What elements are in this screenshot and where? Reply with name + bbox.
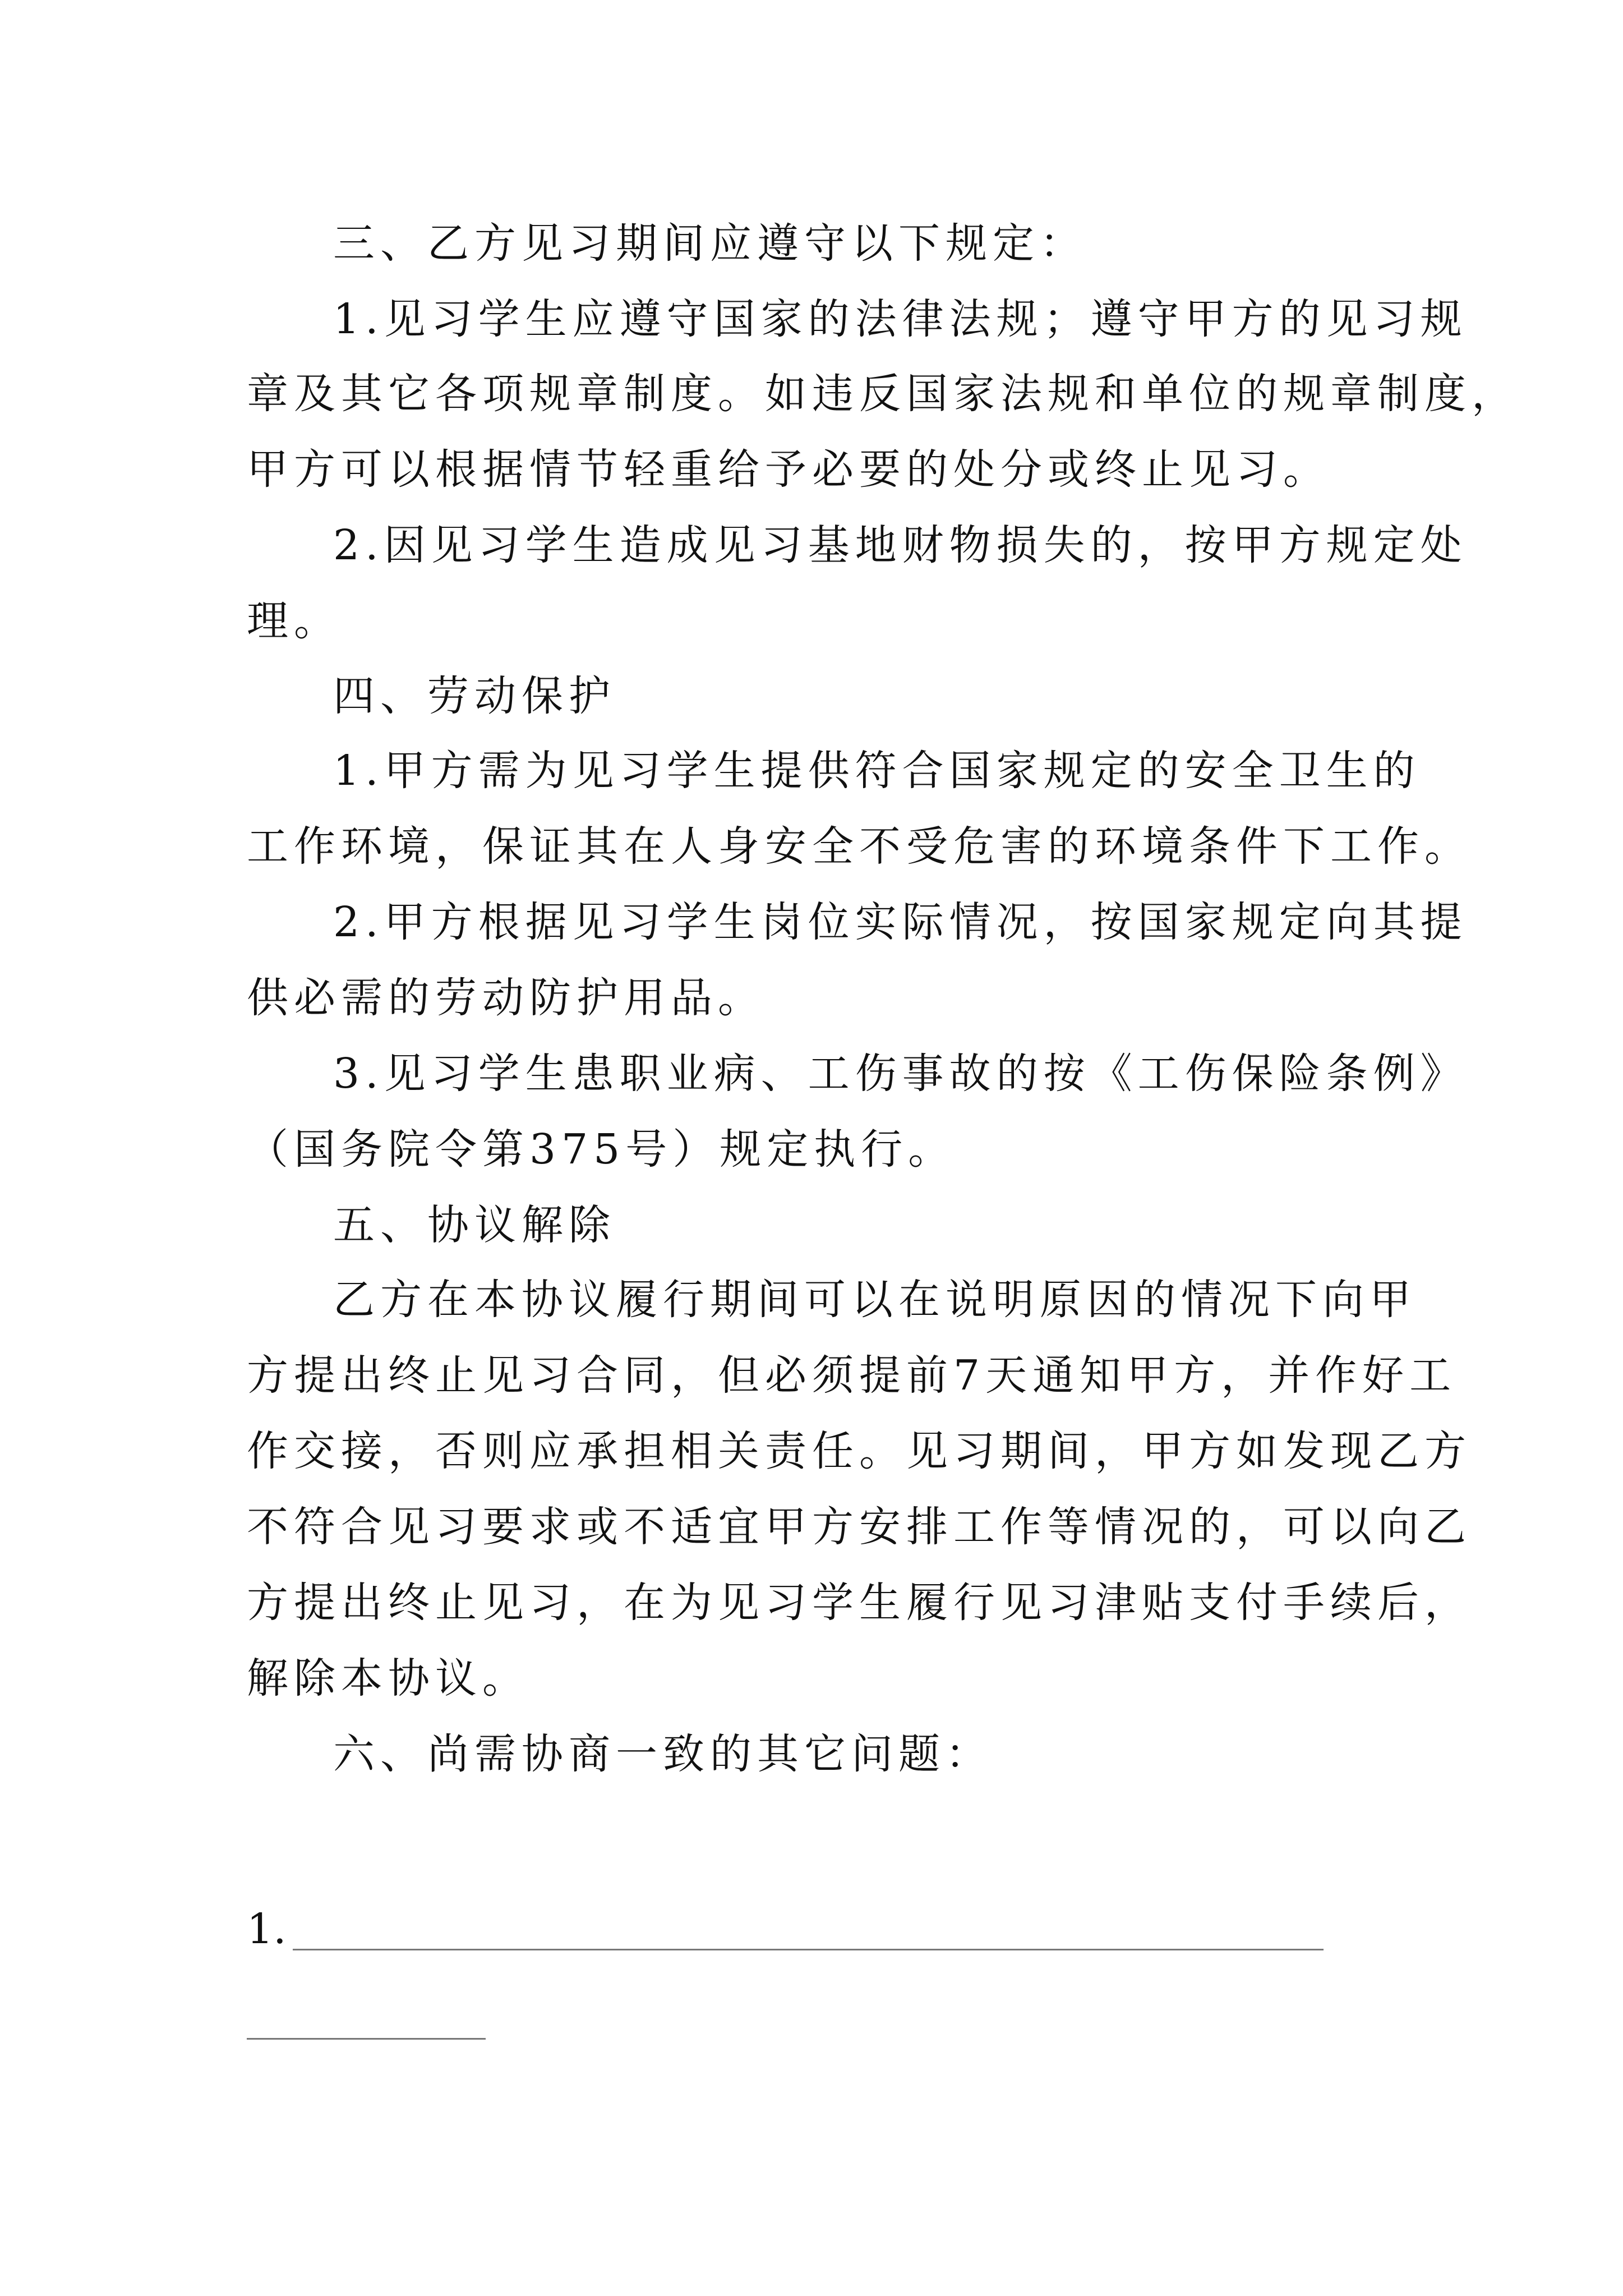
fill-in-blank-line[interactable] <box>293 1949 1324 1950</box>
section-4-item-3-line-1: 3.见习学生患职业病、工伤事故的按《工伤保险条例》 <box>333 1050 1468 1098</box>
section-3-item-2-line-1: 2.因见习学生造成见习基地财物损失的，按甲方规定处 <box>333 521 1468 569</box>
section-6-heading: 六、尚需协商一致的其它问题： <box>333 1730 993 1778</box>
section-5-paragraph-line-3: 作交接，否则应承担相关责任。见习期间，甲方如发现乙方 <box>247 1427 1472 1475</box>
section-3-item-1-line-3: 甲方可以根据情节轻重给予必要的处分或终止见习。 <box>247 445 1330 494</box>
section-3-item-1-line-1: 1.见习学生应遵守国家的法律法规；遵守甲方的见习规 <box>333 295 1468 343</box>
section-4-item-1-line-2: 工作环境，保证其在人身安全不受危害的环境条件下工作。 <box>247 822 1472 871</box>
section-5-paragraph-line-4: 不符合见习要求或不适宜甲方安排工作等情况的，可以向乙 <box>247 1503 1472 1551</box>
section-5-paragraph-line-2: 方提出终止见习合同，但必须提前7天通知甲方，并作好工 <box>247 1351 1457 1400</box>
section-4-item-1-line-1: 1.甲方需为见习学生提供符合国家规定的安全卫生的 <box>333 747 1421 795</box>
section-5-paragraph-line-6: 解除本协议。 <box>247 1654 529 1703</box>
fill-in-item-number: 1. <box>247 1905 287 1953</box>
section-5-paragraph-line-5: 方提出终止见习，在为见习学生履行见习津贴支付手续后， <box>247 1579 1472 1627</box>
section-3-heading: 三、乙方见习期间应遵守以下规定： <box>333 219 1087 268</box>
fill-in-blank-line-continuation[interactable] <box>247 2038 486 2040</box>
section-4-item-2-line-2: 供必需的劳动防护用品。 <box>247 974 765 1022</box>
section-5-paragraph-line-1: 乙方在本协议履行期间可以在说明原因的情况下向甲 <box>333 1276 1417 1324</box>
fill-in-item-1 <box>247 1905 1368 1964</box>
section-3-item-2-line-2: 理。 <box>247 597 341 645</box>
section-4-item-2-line-1: 2.甲方根据见习学生岗位实际情况，按国家规定向其提 <box>333 898 1468 946</box>
section-4-item-3-line-2: （国务院令第375号）规定执行。 <box>247 1125 956 1174</box>
section-5-heading: 五、协议解除 <box>333 1201 616 1249</box>
section-4-heading: 四、劳动保护 <box>333 672 616 720</box>
section-3-item-1-line-2: 章及其它各项规章制度。如违反国家法规和单位的规章制度， <box>247 370 1519 418</box>
